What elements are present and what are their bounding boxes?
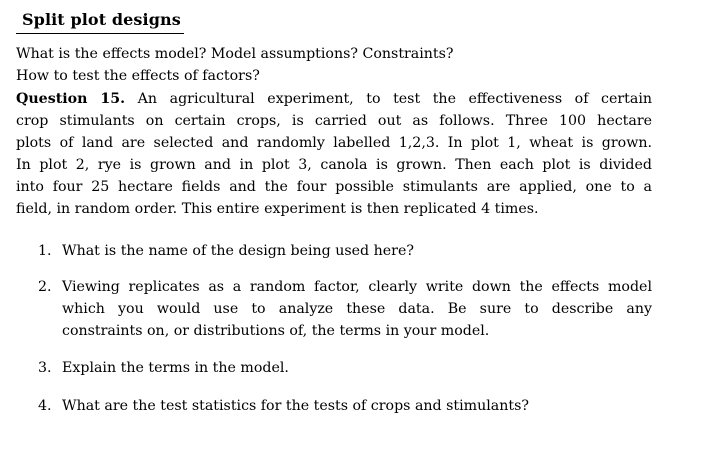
question-line: In plot 2, rye is grown and in plot 3, canola is grown. Then each plot is divided: [16, 157, 652, 173]
question-first-line: [16, 88, 652, 110]
question-text: An agricultural experiment, to test the effectiveness of certain: [137, 91, 652, 107]
list-item-number: 3.: [38, 360, 52, 376]
section-heading: Split plot designs: [22, 10, 181, 29]
list-item-number: 2.: [38, 279, 52, 295]
list-item-text: Viewing replicates as a random factor, clearly write down the effects model: [62, 279, 652, 295]
question-line: plots of land are selected and randomly labelled 1,2,3. In plot 1, wheat is grown.: [16, 135, 652, 151]
question-line: into four 25 hectare fields and the four possible stimulants are applied, one to a: [16, 179, 652, 195]
list-item-text: Explain the terms in the model.: [62, 360, 289, 376]
intro-line: How to test the effects of factors?: [16, 68, 260, 84]
list-item-text: constraints on, or distributions of, the terms in your model.: [62, 323, 490, 339]
list-item-text: What are the test statistics for the tests of crops and stimulants?: [62, 398, 529, 414]
list-item-number: 4.: [38, 398, 52, 414]
question-line: field, in random order. This entire experiment is then replicated 4 times.: [16, 201, 539, 217]
question-label: Question 15.: [16, 91, 126, 107]
list-item-text: What is the name of the design being used here?: [62, 243, 414, 259]
intro-line: What is the effects model? Model assumptions? Constraints?: [16, 46, 454, 62]
list-item-number: 1.: [38, 243, 52, 259]
question-line: crop stimulants on certain crops, is carried out as follows. Three 100 hectare: [16, 113, 652, 129]
heading-underline: [16, 33, 184, 34]
list-item-text: which you would use to analyze these data. Be sure to describe any: [62, 301, 652, 317]
